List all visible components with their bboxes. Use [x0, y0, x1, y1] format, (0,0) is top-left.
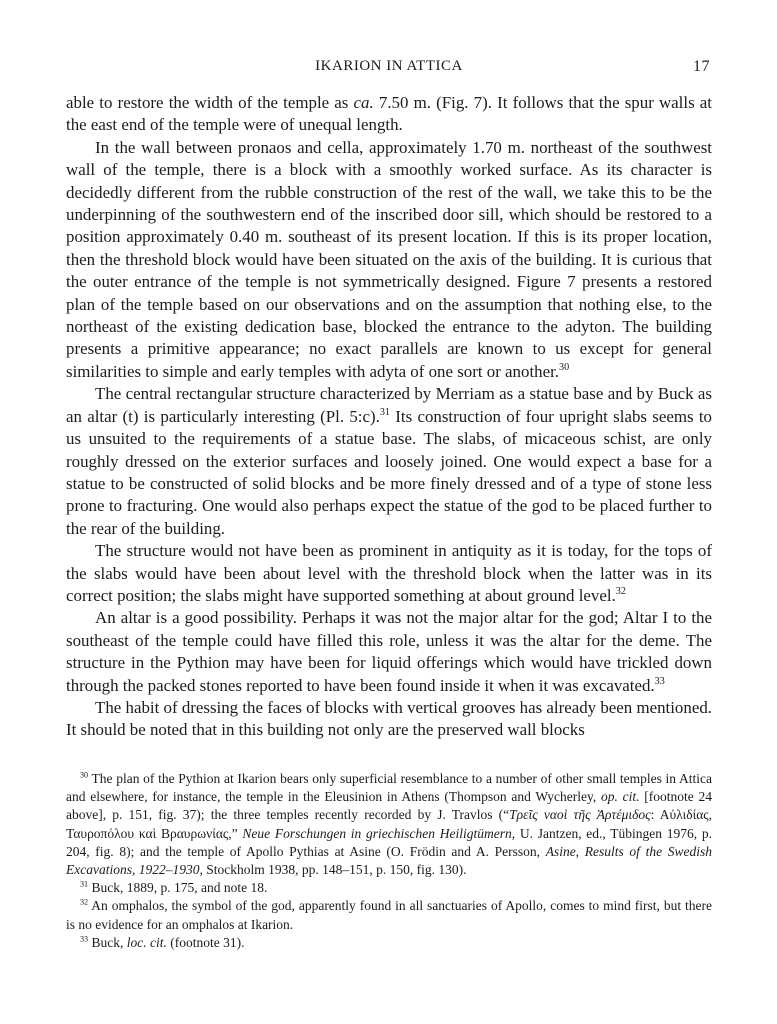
paragraph-3	[66, 383, 712, 540]
paragraph-4	[66, 540, 712, 607]
footnote-30	[66, 770, 712, 879]
text-run: The structure would not have been as prominent in antiquity as it is today, for the tops of the slabs would have been about level with the threshold block when the latter was in its correct position; the slabs might have supported something at about ground level.	[66, 541, 712, 605]
text-run: able to restore the width of the temple as	[66, 93, 354, 112]
text-run: [footnote 24 above], p. 151, fig. 37); the three temples recently recorded by J. Travlos (“	[66, 789, 712, 823]
footnotes	[66, 770, 712, 952]
italic-run: Τρεῖς ναοὶ τῆς Ἀρτέμιδος	[509, 807, 651, 823]
text-run: An omphalos, the symbol of the god, apparently found in all sanctuaries of Apollo, comes to mind first, but there is no evidence for an omphalos at Ikarion.	[66, 898, 712, 932]
italic-run: Asine, Results of the Swedish Excavations, 1922–1930,	[66, 843, 713, 878]
text-run: (footnote 31).	[166, 934, 245, 950]
italic-run: Neue Forschungen in griechischen Heiligtümern,	[242, 825, 516, 841]
paragraph-2	[66, 137, 712, 383]
paragraph-6	[66, 697, 712, 742]
paragraph-5	[66, 607, 712, 697]
italic-run: loc. cit.	[126, 934, 167, 950]
text-run: The habit of dressing the faces of blocks with vertical grooves has already been mentioned. It should be noted that in this building not only are the preserved wall blocks	[66, 697, 712, 740]
footnote-ref: 31	[379, 406, 390, 418]
text-run: Stockholm 1938, pp. 148–151, p. 150, fig. 130).	[202, 862, 467, 878]
running-head	[66, 58, 712, 78]
footnote-number: 32	[80, 897, 89, 907]
italic-run: ca.	[353, 93, 374, 112]
body-text	[66, 92, 712, 742]
running-title: IKARION IN ATTICA	[315, 58, 463, 74]
text-run: Buck,	[88, 934, 127, 950]
text-run: The central rectangular structure characterized by Merriam as a statue base and by Buck as an altar (t) is particularly interesting (Pl. 5:c).	[66, 384, 712, 426]
text-run: 7.50 m. (Fig. 7). It follows that the spur walls at the east end of the temple were of unequal length.	[66, 93, 712, 135]
footnote-31	[66, 879, 712, 897]
page-number: 17	[693, 58, 710, 75]
text-run: : Αὐλιδίας, Ταυροπόλου καὶ Βραυρωνίας,”	[66, 807, 712, 841]
footnote-33	[66, 934, 712, 952]
footnote-number: 31	[80, 879, 89, 889]
footnote-ref: 30	[559, 361, 570, 373]
footnote-number: 30	[80, 770, 89, 780]
footnote-32	[66, 897, 712, 933]
text-run: An altar is a good possibility. Perhaps it was not the major altar for the god; Altar I to the southeast of the temple could have filled this role, unless it was the altar for the deme. The structure in the Pythion may have been for liquid offerings which would have trickled down through the packed stones reported to have been found inside it when it was excavated.	[66, 608, 712, 695]
text-run: The plan of the Pythion at Ikarion bears only superficial resemblance to a number of other small temples in Attica and elsewhere, for instance, the temple in the Eleusinion in Athens (Thompson and Wycherley,	[66, 771, 712, 805]
italic-run: op. cit.	[601, 789, 640, 805]
text-run: U. Jantzen, ed., Tübingen 1976, p. 204, fig. 8); and the temple of Apollo Pythias at Asine (O. Frödin and A. Persson,	[66, 825, 713, 859]
text-run: In the wall between pronaos and cella, approximately 1.70 m. northeast of the southwest wall of the temple, there is a block with a smoothly worked surface. As its character is decidedly different from the rubble construction of the rest of the wall, we take this to be the underpinning of the southwestern end of the inscribed door sill, which should be restored to a position approximately 0.40 m. southeast of its present location. If this is its proper location, then the threshold block would have been situated on the axis of the building. It is curious that the outer entrance of the temple is not symmetrically designed. Figure 7 presents a restored plan of the temple based on our observations and on the assumption that nothing else, to the northeast of the existing dedication base, blocked the entrance to the adyton. The building presents a primitive appearance; no exact parallels are known to us except for general similarities to simple and early temples with adyta of one sort or another.	[66, 137, 712, 381]
footnote-ref: 33	[654, 675, 665, 687]
footnote-number: 33	[80, 934, 89, 944]
paragraph-1	[66, 92, 712, 137]
footnote-ref: 32	[615, 585, 626, 597]
text-run: Its construction of four upright slabs seems to us unsuited to the requirements of a statue base. The slabs, of micaceous schist, are only roughly dressed on the exterior surfaces and loosely joined. One would expect a base for a statue to be constructed of solid blocks and be more finely dressed and of a type of stone less prone to fracturing. One would also perhaps expect the statue of the god to be placed further to the rear of the building.	[66, 406, 712, 538]
text-run: Buck, 1889, p. 175, and note 18.	[88, 880, 268, 896]
